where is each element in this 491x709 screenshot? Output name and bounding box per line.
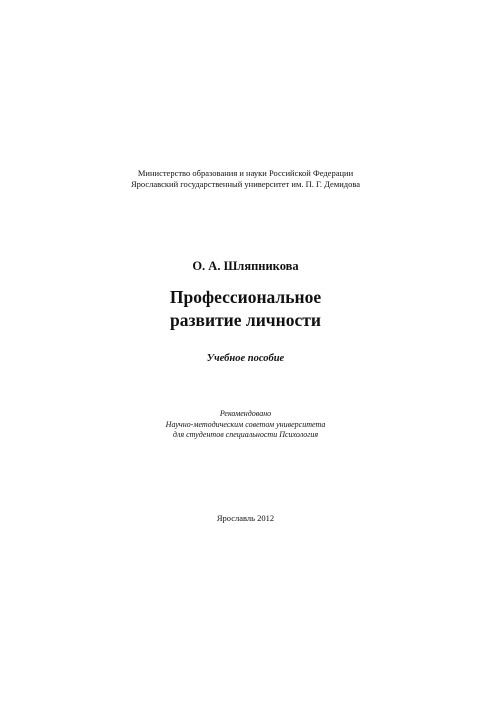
university-name: Ярославский государственный университет им. П. Г. Демидова (130, 179, 361, 189)
recommendation-block (0, 409, 491, 441)
book-title-line-2: развитие личности (170, 310, 321, 330)
book-title-line-1: Профессиональное (169, 287, 322, 307)
ministry-header (0, 168, 491, 190)
recommendation-line-1: Рекомендовано (219, 409, 272, 418)
author-name: О. А. Шляпникова (192, 259, 299, 273)
recommendation-line-2: Научно-методическим советом университета (165, 419, 326, 429)
book-subtitle: Учебное пособие (206, 353, 285, 364)
city-year: Ярославль 2012 (216, 513, 275, 523)
recommendation-line-3: для студентов специальности Психология (172, 430, 319, 439)
book-title (0, 286, 491, 332)
ministry-name: Министерство образования и науки Российской Федерации (137, 168, 354, 178)
